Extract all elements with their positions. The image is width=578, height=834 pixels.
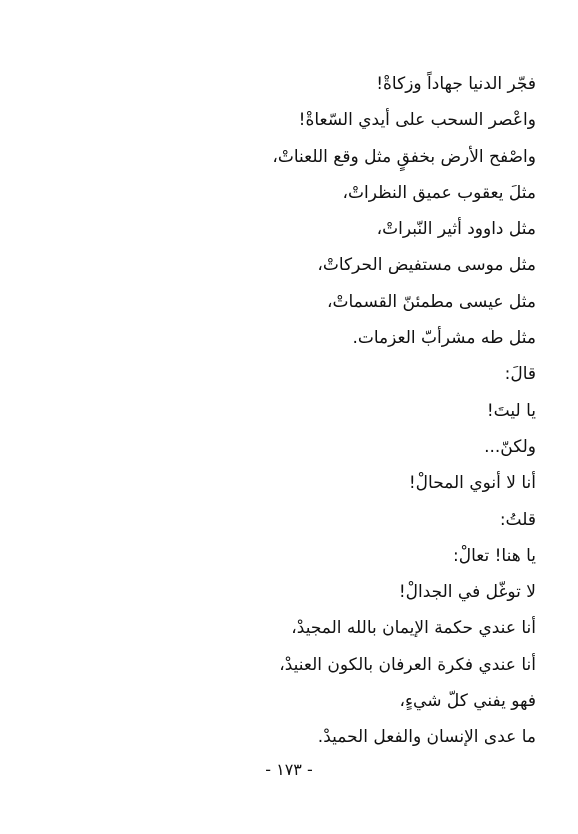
poem-line: مثل طه مشرأبّ العزمات. <box>352 328 536 349</box>
poem-line: واصْفح الأرض بخفقٍ مثل وقع اللعناتْ، <box>272 146 536 167</box>
poem-line: قلتُ: <box>499 509 536 530</box>
poem-line: أنا عندي فكرة العرفان بالكون العنيدْ، <box>279 654 536 675</box>
poem-line: يا هنا! تعالْ: <box>453 545 536 566</box>
poem-line: ولكنّ... <box>484 436 536 457</box>
poem-line: مثل داوود أثير النّبراتْ، <box>376 219 536 240</box>
poem-line: فجّر الدنيا جهاداً وزكاةْ! <box>376 74 536 94</box>
poem-line: ما عدى الإنسان والفعل الحميدْ. <box>317 727 536 748</box>
poem-line: يا ليتَ! <box>486 400 536 421</box>
page-number: - ١٧٣ - <box>265 760 313 779</box>
poem-line: مثل موسى مستفيض الحركاتْ، <box>317 255 536 276</box>
poem-line: لا توغّل في الجدالْ! <box>398 582 536 603</box>
poem-text <box>56 66 536 756</box>
poem-line: قالَ: <box>504 364 536 385</box>
poem-line: أنا لا أنوي المحالْ! <box>408 473 536 494</box>
poem-line: واعْصر السحب على أيدي السّعاةْ! <box>298 110 536 131</box>
poem-line: مثل عيسى مطمئنّ القسماتْ، <box>326 291 536 312</box>
poem-line: مثلَ يعقوب عميق النظراتْ، <box>342 182 536 203</box>
poem-line: أنا عندي حكمة الإيمان بالله المجيدْ، <box>291 618 536 639</box>
poem-line: فهو يفني كلّ شيءٍ، <box>399 691 536 712</box>
